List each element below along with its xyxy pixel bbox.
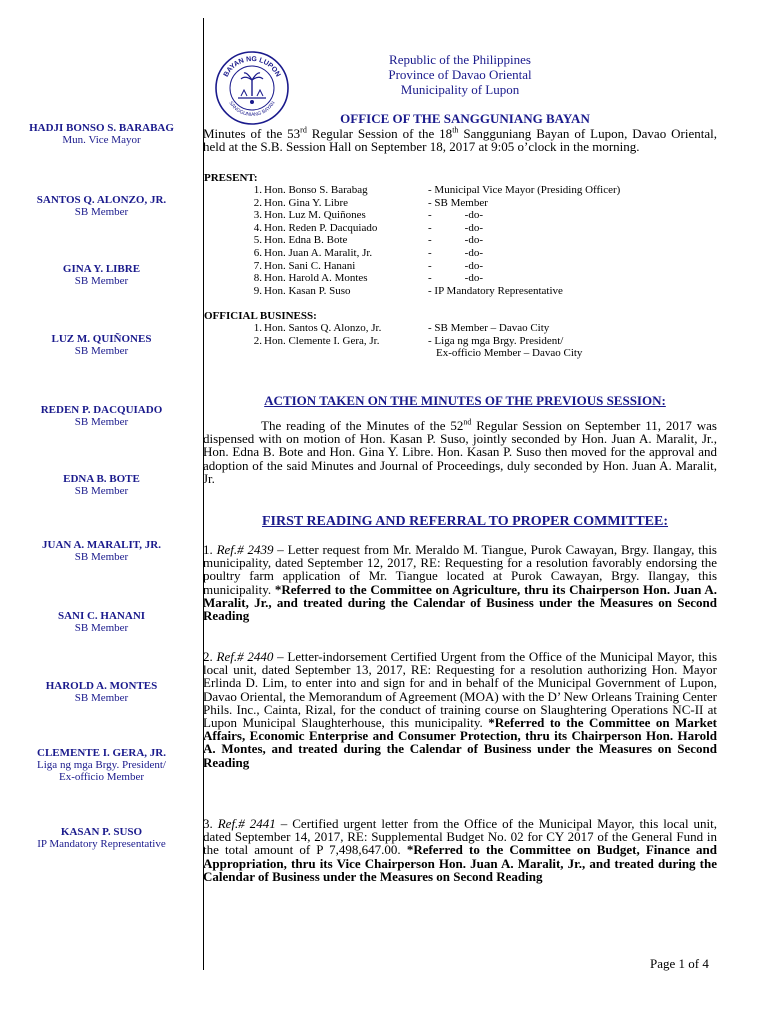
member-title: Mun. Vice Mayor xyxy=(62,134,141,146)
row-name: Hon. Reden P. Dacquiado xyxy=(264,221,378,234)
svg-text:SANGGUNIANG BAYAN: SANGGUNIANG BAYAN xyxy=(227,100,277,119)
present-row xyxy=(248,272,483,285)
member-title: SB Member xyxy=(74,416,129,428)
row-position-2: Ex-officio Member – Davao City xyxy=(436,347,583,360)
member-name: SANTOS Q. ALONZO, JR. xyxy=(36,194,167,206)
row-name: Hon. Santos Q. Alonzo, Jr. xyxy=(264,322,382,334)
row-name: Hon. Edna B. Bote xyxy=(264,234,348,247)
row-number: 5. xyxy=(253,234,262,247)
present-row xyxy=(248,284,563,298)
row-number: 1. xyxy=(253,322,262,334)
row-number: 3. xyxy=(253,209,262,222)
row-name: Hon. Bonso S. Barabag xyxy=(264,184,368,196)
ref-number: Ref.# 2441 xyxy=(217,816,276,831)
row-position: - SB Member – Davao City xyxy=(428,322,550,334)
item-number: 1. xyxy=(203,542,213,557)
row-position: - -do- xyxy=(428,246,483,259)
item-text: – Letter request from Mr. Meraldo M. Tiangue, Purok Cawayan, Brgy. Ilangay, this municipality, dated September 12, 2017, RE: Requesting for a resolution favorably endorsing the poultry farm application of Mr. Tiangue located at Purok Cawayan, Brgy. Ilangay, this municipality. xyxy=(203,542,717,597)
action-paragraph xyxy=(203,419,717,485)
row-number: 8. xyxy=(253,272,262,285)
row-position: - Liga ng mga Brgy. President/ xyxy=(428,334,564,347)
member-name: GINA Y. LIBRE xyxy=(62,263,141,275)
member-name: REDEN P. DACQUIADO xyxy=(40,404,163,416)
present-row xyxy=(248,246,483,260)
member-name: KASAN P. SUSO xyxy=(60,826,143,838)
row-name: Hon. Harold A. Montes xyxy=(264,272,368,285)
member-title: SB Member xyxy=(74,345,129,357)
intro-paragraph xyxy=(203,127,717,153)
present-row xyxy=(248,259,483,273)
row-number: 4. xyxy=(253,221,262,234)
referral-item-2 xyxy=(203,650,717,769)
member-name: SANI C. HANANI xyxy=(57,610,146,622)
header-republic: Republic of the Philippines xyxy=(389,52,531,67)
member-name: HAROLD A. MONTES xyxy=(45,680,158,692)
row-name: Hon. Clemente I. Gera, Jr. xyxy=(264,334,380,347)
row-position: - -do- xyxy=(428,234,483,247)
row-position: - -do- xyxy=(428,221,483,234)
intro-text-1: Minutes of the 53 xyxy=(203,126,301,141)
member-barabag xyxy=(0,122,203,146)
member-title: SB Member xyxy=(74,551,129,563)
official-business-list xyxy=(248,322,583,360)
member-name: JUAN A. MARALIT, JR. xyxy=(42,539,161,551)
header-province: Province of Davao Oriental xyxy=(388,67,532,82)
official-business-row xyxy=(248,334,564,348)
official-business-row xyxy=(248,347,583,360)
row-number: 7. xyxy=(253,259,262,272)
page-number: Page 1 of 4 xyxy=(650,956,709,971)
member-title-2: Ex-officio Member xyxy=(58,771,145,783)
office-title: OFFICE OF THE SANGGUNIANG BAYAN xyxy=(340,111,590,126)
member-bote xyxy=(0,473,203,497)
header-municipality: Municipality of Lupon xyxy=(400,82,520,97)
member-name: HADJI BONSO S. BARABAG xyxy=(29,122,174,134)
present-row xyxy=(248,209,483,222)
row-name: Hon. Juan A. Maralit, Jr. xyxy=(264,246,373,259)
row-number: 9. xyxy=(253,284,262,297)
row-position: - -do- xyxy=(428,259,483,272)
member-maralit xyxy=(0,539,203,563)
referral-text: *Referred to the Committee on Agriculture, thru its Chairperson Hon. Juan A. Maralit, Jr., and treated during the Calendar of Business under the Measures on Second Reading xyxy=(203,581,717,624)
ref-number: Ref.# 2439 xyxy=(216,542,274,557)
present-row xyxy=(248,234,483,247)
intro-sup-2: th xyxy=(452,125,459,135)
action-text-1: The reading of the Minutes of the 52 xyxy=(261,418,464,433)
member-title: SB Member xyxy=(74,275,129,287)
intro-text-2: Regular Session of the 18 xyxy=(306,126,453,141)
member-hanani xyxy=(0,610,203,634)
member-suso xyxy=(0,826,203,850)
row-number: 6. xyxy=(253,246,262,259)
referral-text: *Referred to the Committee on Market Affairs, Economic Enterprise and Consumer Protection, thru its Chairperson Hon. Harold A. Montes, and treated during the Calendar of Business under the Measures on Second Reading xyxy=(203,715,717,770)
member-libre xyxy=(0,263,203,287)
action-sup: nd xyxy=(463,417,472,427)
member-title: SB Member xyxy=(74,692,129,704)
row-name: Hon. Kasan P. Suso xyxy=(264,284,351,297)
action-text-2: Regular Session on September 11, 2017 was dispensed with on motion of Hon. Kasan P. Suso, jointly seconded by Hon. Juan A. Maralit, Jr., Hon. Edna B. Bote and Hon. Gina Y. Libre. Hon. Kasan P. Suso then moved for the approval and adoption of the said Minutes and Journal of Proceedings, duly seconded by Hon. Juan A. Maralit, Jr. xyxy=(203,418,717,486)
official-business-label: OFFICIAL BUSINESS: xyxy=(204,310,317,322)
referral-item-3 xyxy=(203,817,717,883)
member-montes xyxy=(0,680,203,704)
item-number: 2. xyxy=(203,649,213,664)
member-name: LUZ M. QUIÑONES xyxy=(51,333,152,345)
intro-text-3: Sangguniang Bayan of Lupon, Davao Oriental, held at the S.B. Session Hall on September 18, 2017 at 9:05 o’clock in the morning. xyxy=(203,126,717,155)
ref-number: Ref.# 2440 xyxy=(216,649,274,664)
member-title: Liga ng mga Brgy. President/ xyxy=(37,759,166,771)
member-title: IP Mandatory Representative xyxy=(37,838,166,850)
svg-text:BAYAN NG LUPON: BAYAN NG LUPON xyxy=(222,55,282,79)
item-number: 3. xyxy=(203,816,213,831)
member-title: SB Member xyxy=(74,485,129,497)
action-heading: ACTION TAKEN ON THE MINUTES OF THE PREVIOUS SESSION: xyxy=(264,393,666,408)
row-name: Hon. Luz M. Quiñones xyxy=(264,209,366,222)
referral-item-1 xyxy=(203,543,717,622)
present-label: PRESENT: xyxy=(204,172,258,184)
member-name: CLEMENTE I. GERA, JR. xyxy=(37,747,166,759)
row-position: - Municipal Vice Mayor (Presiding Officer) xyxy=(428,184,621,196)
first-reading-heading: FIRST READING AND REFERRAL TO PROPER COMMITTEE: xyxy=(261,514,669,529)
row-number: 2. xyxy=(253,334,262,347)
row-position: - -do- xyxy=(428,272,483,285)
row-position: - -do- xyxy=(428,209,483,222)
present-row xyxy=(248,221,483,235)
member-title: SB Member xyxy=(74,206,129,218)
row-position: - IP Mandatory Representative xyxy=(428,284,563,297)
row-name: Hon. Sani C. Hanani xyxy=(264,259,356,272)
member-quinones xyxy=(0,333,203,357)
intro-sup-1: rd xyxy=(300,125,307,135)
row-number: 1. xyxy=(253,184,262,196)
member-dacquiado xyxy=(0,404,203,428)
row-number: 2. xyxy=(253,196,262,209)
present-row xyxy=(248,184,621,197)
item-text: – Certified urgent letter from the Office of the Municipal Mayor, this local unit, dated September 14, 2017, RE: Supplemental Budget No. 02 for CY 2017 of the General Fund in the total amount of P 7,498,647.00. xyxy=(203,816,718,858)
referral-text: *Referred to the Committee on Budget, Finance and Appropriation, thru its Vice Chairperson Hon. Juan A. Maralit, Jr., and treated during the Calendar of Business under the Measures on Second Reading xyxy=(203,842,717,884)
item-text: – Letter-indorsement Certified Urgent from the Office of the Municipal Mayor, this local unit, dated September 13, 2017, RE: Requesting for a resolution authorizing Hon. Mayor Erlinda D. Lim, to enter into and sign for and in behalf of the Municipal Government of Lupon, Davao Oriental, the Memorandum of Agreement (MOA) with the D’ New Orleans Training Center Phils. Inc., Cainta, Rizal, for the conduct of training course on Slaughtering Operations NC-II at Lupon Municipal Slaughterhouse, this municipality. xyxy=(203,649,718,731)
row-position: - SB Member xyxy=(428,196,488,209)
present-row xyxy=(248,196,488,210)
member-title: SB Member xyxy=(74,622,129,634)
official-business-row xyxy=(248,322,550,335)
present-list xyxy=(248,184,621,297)
member-gera xyxy=(0,747,203,783)
row-name: Hon. Gina Y. Libre xyxy=(264,196,349,209)
member-alonzo xyxy=(0,194,203,218)
member-name: EDNA B. BOTE xyxy=(63,473,140,485)
